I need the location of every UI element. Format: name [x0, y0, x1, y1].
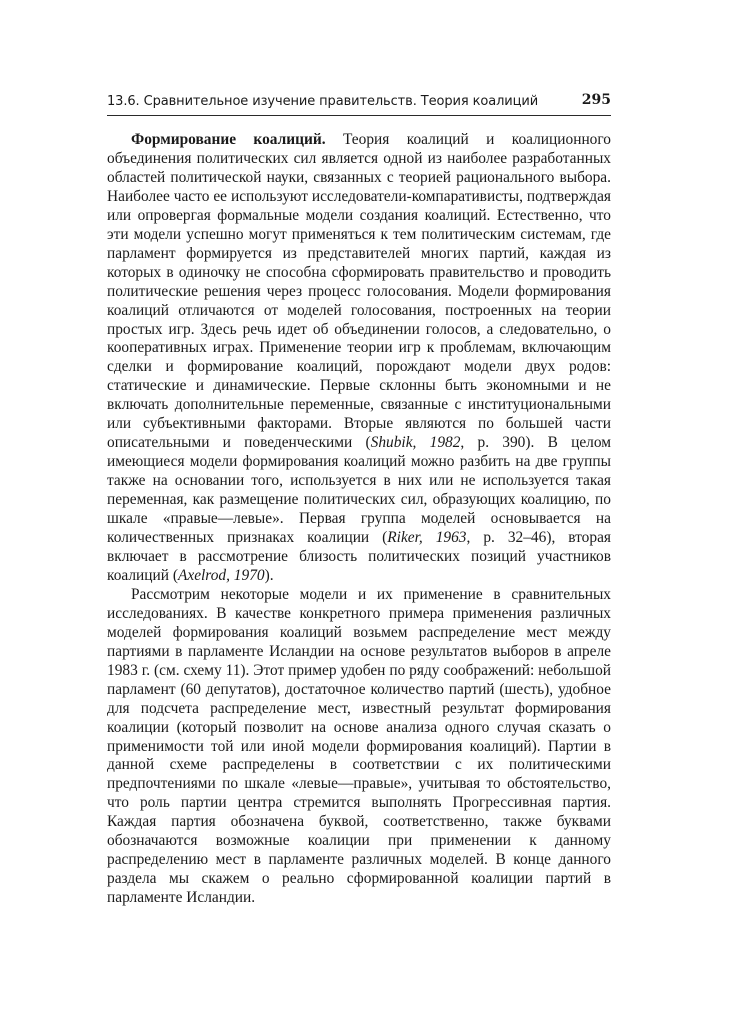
page-number: 295	[581, 92, 611, 108]
citation-riker: Riker, 1963	[387, 529, 467, 547]
paragraph-text: , p. 390). В целом имеющиеся модели формирования коалиций можно разбить на две группы также на основании того, используется в них или не используется такая переменная, как размещение политических сил, образующих коалицию, по шкале «правые—левые». Первая группа моделей основывается на количественных признаках коалиции (	[107, 434, 611, 547]
running-title: 13.6. Сравнительное изучение правительств. Теория коалиций	[107, 94, 539, 109]
citation-axelrod: Axelrod, 1970	[177, 566, 265, 584]
paragraph-iceland-example: Рассмотрим некоторые модели и их применение в сравнительных исследованиях. В качестве конкретного примера применения различных моделей формирования коалиций возьмем распределение мест между партиями в парламенте Исландии на основе результатов выборов в апреле 1983 г. (см. схему 11). Этот пример удобен по ряду соображений: небольшой парламент (60 депутатов), достаточное количество партий (шесть), удобное для подсчета распределение мест, известный результат формирования коалиции (который позволит на основе анализа одного случая сказать о применимости той или иной модели формирования коалиций). Партии в данной схеме распределены в соответствии с их политическими предпочтениями по шкале «левые—правые», учитывая то обстоятельство, что роль партии центра стремится выполнять Прогрессивная партия. Каждая партия обозначена буквой, соответственно, также буквами обозначаются возможные коалиции при применении к данному распределению мест в парламенте различных моделей. В конце данного раздела мы скажем о реально сформированной коалиции партий в парламенте Исландии.	[107, 585, 611, 907]
body-text	[107, 131, 611, 908]
running-head	[107, 94, 611, 116]
section-lead-heading: Формирование коалиций.	[131, 131, 326, 148]
header-rule	[107, 115, 611, 116]
citation-shubik: Shubik, 1982	[370, 434, 461, 452]
paragraph-coalition-formation	[107, 131, 611, 586]
paragraph-text: Теория коалиций и коалиционного объединения политических сил является одной из наиболее разработанных областей политической науки, связанных с теорией рационального выбора. Наиболее часто ее используют исследователи-компаративисты, подтверждая или опровергая формальные модели создания коалиций. Естественно, что эти модели успешно могут применяться к тем политическим системам, где парламент формируется из представителей многих партий, каждая из которых в одиночку не способна сформировать правительство и проводить политические решения через процесс голосования. Модели формирования коалиций отличаются от моделей голосования, построенных на теории простых игр. Здесь речь идет об объединении голосов, а следовательно, о кооперативных играх. Применение теории игр к проблемам, включающим сделки и формирование коалиций, порождают модели двух родов: статические и динамические. Первые склонны быть экономными и не включать дополнительные переменные, связанные с институциональными или субъективными факторами. Вторые являются по большей части описательными и поведенческими (	[107, 131, 612, 452]
paragraph-text: ).	[264, 566, 274, 584]
paragraph-text: , р. 32–46), вторая включает в рассмотрение близость политических позиций участников коалиций (	[107, 529, 611, 584]
